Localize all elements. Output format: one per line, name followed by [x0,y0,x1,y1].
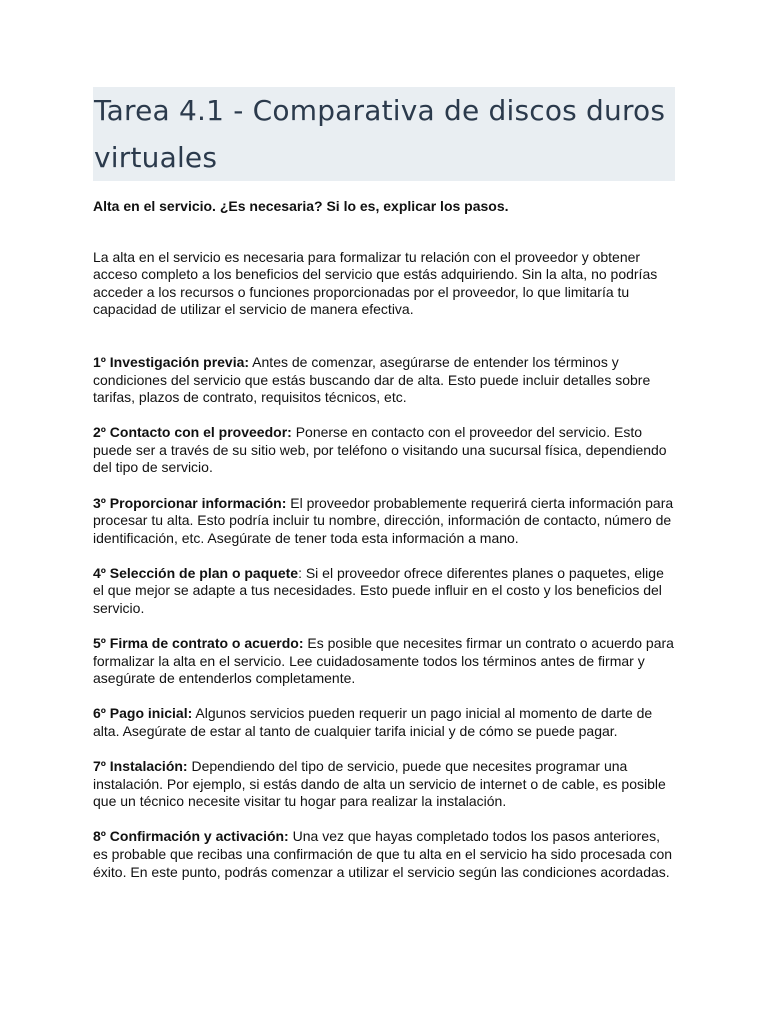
step-item [93,354,678,407]
step-label: 7º Instalación: [93,758,188,775]
step-label: 5º Firma de contrato o acuerdo: [93,635,304,652]
step-item [93,565,678,618]
section-subheading: Alta en el servicio. ¿Es necesaria? Si lo es, explicar los pasos. [93,198,509,214]
document-body [93,198,678,899]
step-item [93,424,678,477]
step-text: Una vez que hayas completado todos los pasos anteriores, es probable que recibas una confirmación de que tu alta en el servicio ha sido procesada con éxito. En este punto, podrás comenzar a utilizar el servicio según las condiciones acordadas. [93,828,673,880]
step-text: Algunos servicios pueden requerir un pago inicial al momento de darte de alta. Asegúrate de estar al tanto de cualquier tarifa inicial y de cómo se puede pagar. [93,705,653,739]
steps-list [93,354,678,881]
step-item [93,495,678,548]
step-label: 4º Selección de plan o paquete [93,564,299,581]
intro-paragraph: La alta en el servicio es necesaria para formalizar tu relación con el proveedor y obtener acceso completo a los beneficios del servicio que estás adquiriendo. Sin la alta, no podrías acceder a los recursos o funciones proporcionadas por el proveedor, lo que limitaría tu capacidad de utilizar el servicio de manera efectiva. [93,248,658,318]
step-text: Ponerse en contacto con el proveedor del servicio. Esto puede ser a través de su sitio web, por teléfono o visitando una sucursal física, dependiendo del tipo de servicio. [93,424,667,476]
step-label: 3º Proporcionar información: [93,494,287,511]
title-box [93,87,675,181]
step-text: Antes de comenzar, asegúrarse de entender los términos y condiciones del servicio que estás buscando dar de alta. Esto puede incluir detalles sobre tarifas, plazos de contrato, requisitos técnicos, etc. [93,353,651,406]
step-item [93,705,678,740]
step-label: 8º Confirmación y activación: [93,828,289,845]
step-label: 1º Investigación previa: [93,353,250,370]
step-text: : Si el proveedor ofrece diferentes planes o paquetes, elige el que mejor se adapte a tus necesidades. Esto puede influir en el costo y los beneficios del servicio. [93,564,664,616]
step-text: Dependiendo del tipo de servicio, puede que necesites programar una instalación. Por ejemplo, si estás dando de alta un servicio de internet o de cable, es posible que un técnico necesite visitar tu hogar para realizar la instalación. [93,758,666,810]
page-title: Tarea 4.1 - Comparativa de discos duros virtuales [94,94,666,174]
step-label: 6º Pago inicial: [93,705,193,722]
step-item [93,635,678,688]
step-label: 2º Contacto con el proveedor: [93,424,292,441]
step-text: Es posible que necesites firmar un contrato o acuerdo para formalizar la alta en el servicio. Lee cuidadosamente todos los términos antes de firmar y asegúrate de entenderlos completamente. [93,635,674,687]
step-item [93,758,678,811]
step-text: El proveedor probablemente requerirá cierta información para procesar tu alta. Esto podría incluir tu nombre, dirección, información de contacto, número de identificación, etc. Asegúrate de tener toda esta información a mano. [93,494,674,546]
step-item [93,828,678,881]
